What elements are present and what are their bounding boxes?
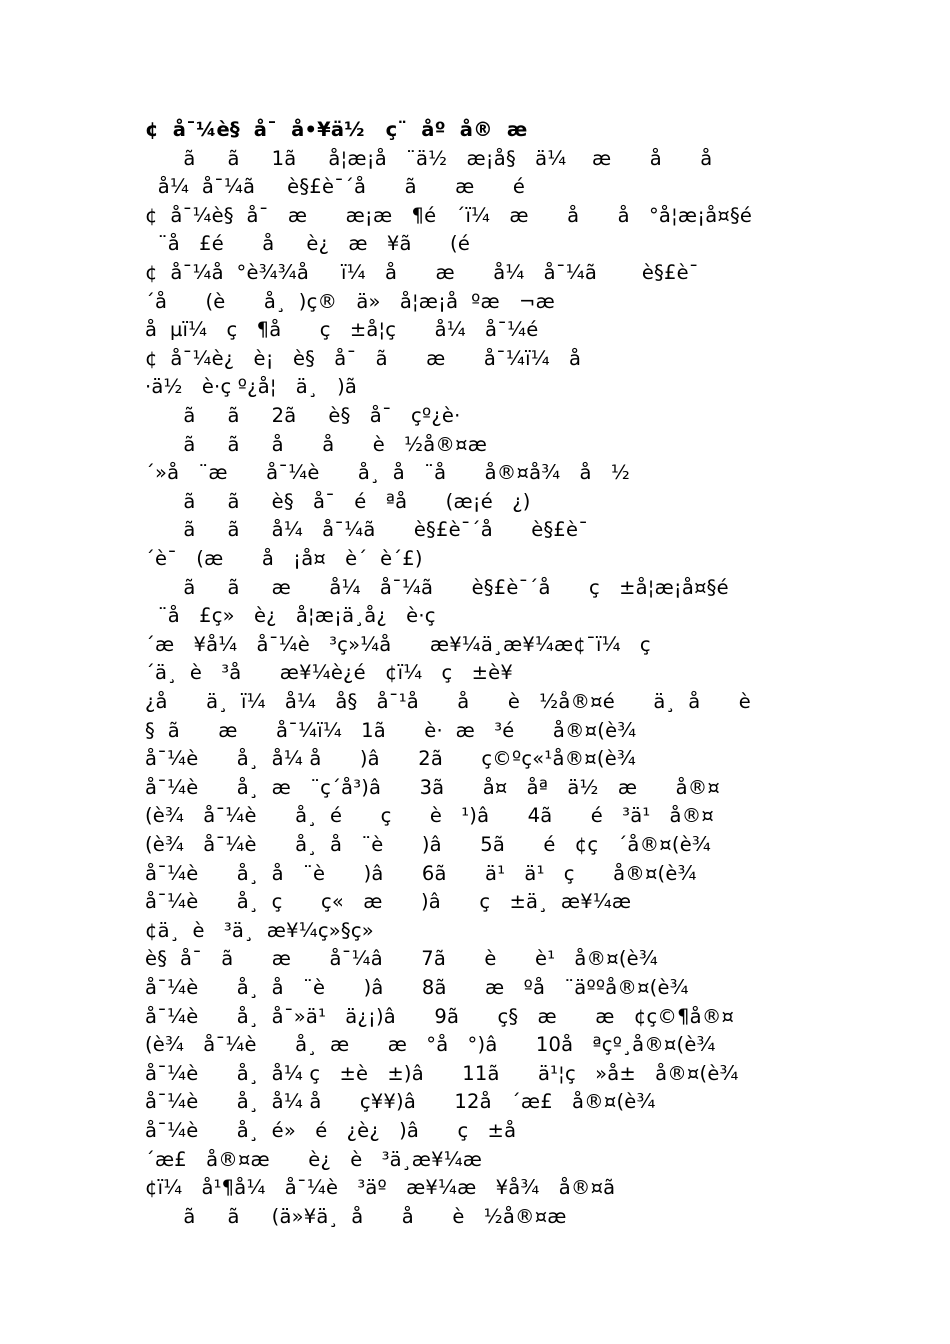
text-line: å¯¼è å¸ æ ¨ç´å³)â 3ã å¤ åª ä½ æ å®¤ <box>145 776 721 799</box>
text-line: ã ã (ä»¥ä¸ å å è ½å®¤æ <box>145 1205 567 1228</box>
text-line: å¯¼è å¸ ç ç« æ )â ç ±ä¸ æ¥¼æ <box>145 890 632 913</box>
text-line: ¨å £ç» è¿ å¦æ¡ä¸å¿ è·ç <box>145 604 436 627</box>
text-line: ã ã æ å¼ å¯¼ã è§£è¯´å ç ±å¦æ¡å¤§é <box>145 576 729 599</box>
text-line: ·ä½ è·ç º¿å¦ ä¸ )ã <box>145 375 358 398</box>
text-line: ´ä¸ è ³å æ¥¼è¿é ¢ï¼ ç ±è¥ <box>145 661 513 684</box>
text-line: å¯¼è å¸ å ¨è )â 6ã ä¹ ä¹ ç å®¤(è¾ <box>145 862 697 885</box>
text-line: å¼ å¯¼ã è§£è¯´å ã æ é <box>145 175 526 198</box>
text-line: ¿å ä¸ ï¼ å¼ å§ å¯¹å å è ½å®¤é ä¸ å è <box>145 690 752 713</box>
text-line: ã ã å å è ½å®¤æ <box>145 433 488 456</box>
text-line: ´æ ¥å¼ å¯¼è ³ç»¼å æ¥¼ä¸æ¥¼æ¢¯ï¼ ç <box>145 633 651 656</box>
text-line: å¯¼è å¸ å¯»ä¹ ä¿¡)â 9ã ç§ æ æ ¢ç©¶å®¤ <box>145 1005 735 1028</box>
text-line: å¯¼è å¸ å¼ å )â 2ã ç©ºç«¹å®¤(è¾ <box>145 747 637 770</box>
text-line: ã ã å¼ å¯¼ã è§£è¯´å è§£è¯ <box>145 518 589 541</box>
text-line: å¯¼è å¸ å¼ ç ±è ±)â 11ã ä¹¦ç »å± å®¤(è¾ <box>145 1062 739 1085</box>
text-line: (è¾ å¯¼è å¸ é ç è ¹)â 4ã é ³ä¹ å®¤ <box>145 804 715 827</box>
text-line: (è¾ å¯¼è å¸ æ æ °å °)â 10å ªçº¸å®¤(è¾ <box>145 1033 716 1056</box>
text-line: ã ã è§ å¯ é ªå (æ¡é ¿) <box>145 490 531 513</box>
text-line: ¨å £é å è¿ æ ¥ã (é <box>145 232 471 255</box>
text-line: å¯¼è å¸ å ¨è )â 8ã æ ºå ¨äººå®¤(è¾ <box>145 976 689 999</box>
text-line: ¢ä¸ è ³ä¸ æ¥¼ç»§ç» <box>145 919 374 942</box>
document-heading: ¢ å¯¼è§ å¯ å•¥ä½ ç¨ åº å® æ <box>145 118 528 141</box>
text-line: ¢ å¯¼è§ å¯ æ æ¡æ ¶é ´ï¼ æ å å °å¦æ¡å¤§é <box>145 204 753 227</box>
text-line: § ã æ å¯¼ï¼ 1ã è· æ ³é å®¤(è¾ <box>145 719 637 742</box>
text-line: å¯¼è å¸ å¼ å ç¥¥)â 12å ´æ£ å®¤(è¾ <box>145 1090 656 1113</box>
text-line: ¢ å¯¼è¿ è¡ è§ å¯ ã æ å¯¼ï¼ å <box>145 347 582 370</box>
text-line: ´æ£ å®¤æ è¿ è ³ä¸æ¥¼æ <box>145 1148 483 1171</box>
text-line: ã ã 2ã è§ å¯ çº¿è· <box>145 404 461 427</box>
text-line: è§ å¯ ã æ å¯¼â 7ã è è¹ å®¤(è¾ <box>145 947 658 970</box>
text-line: å¯¼è å¸ é» é ¿è¿ )â ç ±å <box>145 1119 517 1142</box>
text-line: ¢ï¼ å¹¶å¼ å¯¼è ³äº æ¥¼æ ¥å¾ å®¤ã <box>145 1176 616 1199</box>
text-line: å µï¼ ç ¶å ç ±å¦ç å¼ å¯¼é <box>145 318 539 341</box>
text-line: (è¾ å¯¼è å¸ å ¨è )â 5ã é ¢ç ´å®¤(è¾ <box>145 833 711 856</box>
text-line: ¢ å¯¼å °è¾¾å ï¼ å æ å¼ å¯¼ã è§£è¯ <box>145 261 699 284</box>
text-line: ´è¯ (æ å ¡å¤ è´ è´£) <box>145 547 423 570</box>
text-line: ´»å ¨æ å¯¼è å¸ å ¨å å®¤å¾ å ½ <box>145 461 630 484</box>
text-line: ´å (è å¸ )ç® ä» å¦æ¡å ºæ ¬æ <box>145 290 555 313</box>
text-line: ã ã 1ã å¦æ¡å ¨ä½ æ¡å§ ä¼ æ å å <box>145 147 713 170</box>
